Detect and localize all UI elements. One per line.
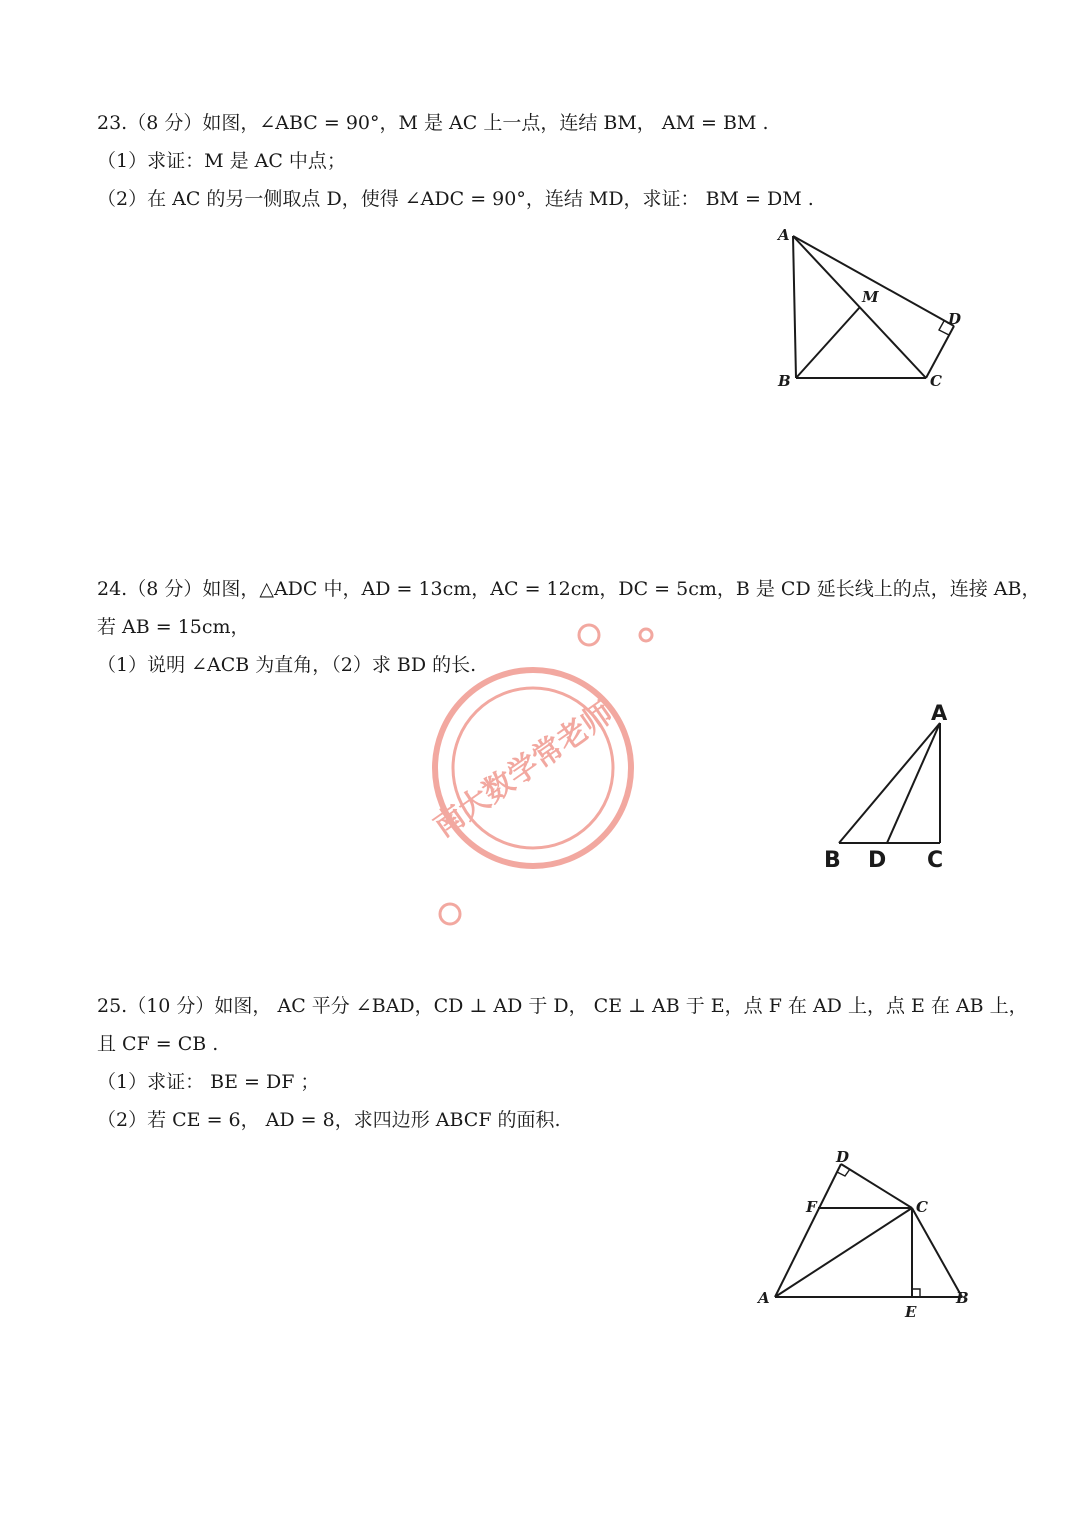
watermark-text: 南大数学常老师	[427, 695, 620, 845]
q25-seg-dc	[841, 1164, 912, 1208]
q24-figure	[815, 695, 965, 880]
q24-label-b: B	[824, 848, 841, 873]
q23-label-m: M	[862, 288, 879, 306]
q25-label-b: B	[956, 1289, 969, 1307]
q25-label-c: C	[916, 1198, 928, 1216]
q24-seg-ab	[839, 723, 940, 843]
q25-label-d: D	[836, 1148, 850, 1166]
q23-header: 23.（8 分）如图，∠ABC = 90°，M 是 AC 上一点，连结 BM， AM = BM .	[97, 112, 769, 134]
q25-part2: （2）若 CE = 6， AD = 8，求四边形 ABCF 的面积.	[97, 1109, 561, 1131]
q25-label-a: A	[758, 1289, 770, 1307]
q25-line2: 且 CF = CB .	[97, 1033, 219, 1055]
q24-label-a: A	[931, 701, 948, 725]
q23-label-d: D	[948, 310, 962, 328]
q23-figure	[770, 220, 980, 400]
q24-line2: 若 AB = 15cm，	[97, 616, 250, 638]
q25-label-f: F	[806, 1198, 817, 1216]
q24-label-c: C	[927, 848, 944, 873]
q23-seg-bm	[796, 307, 860, 378]
q23-label-a: A	[778, 226, 790, 244]
q23-seg-ad	[793, 236, 954, 326]
q23-label-b: B	[778, 372, 791, 390]
q23-seg-ab	[793, 236, 796, 378]
q23-label-c: C	[930, 372, 942, 390]
q25-seg-ad	[775, 1164, 841, 1297]
q24-header: 24.（8 分）如图，△ADC 中，AD = 13cm，AC = 12cm，DC = 5cm，B 是 CD 延长线上的点，连接 AB，	[97, 578, 1041, 600]
q24-part1: （1）说明 ∠ACB 为直角，（2）求 BD 的长.	[97, 654, 477, 676]
q25-seg-ac	[775, 1208, 912, 1297]
q23-part1: （1）求证：M 是 AC 中点；	[97, 150, 346, 172]
q24-seg-ad	[887, 723, 940, 843]
q25-right-angle-e	[912, 1289, 920, 1297]
q23-seg-dc	[926, 326, 954, 378]
stamp-dot-3	[440, 904, 460, 924]
stamp-ring-inner	[453, 688, 613, 848]
q24-label-d: D	[868, 848, 887, 873]
stamp-ring-outer	[435, 670, 631, 866]
q25-figure	[750, 1140, 980, 1325]
q25-seg-cb	[912, 1208, 962, 1297]
q25-part1: （1）求证： BE = DF ；	[97, 1071, 320, 1093]
q23-part2: （2）在 AC 的另一侧取点 D，使得 ∠ADC = 90°，连结 MD，求证： BM = DM .	[97, 188, 814, 210]
q25-label-e: E	[905, 1303, 917, 1321]
q25-header: 25.（10 分）如图， AC 平分 ∠BAD，CD ⊥ AD 于 D， CE ⊥ AB 于 E，点 F 在 AD 上，点 E 在 AB 上，	[97, 995, 1028, 1017]
